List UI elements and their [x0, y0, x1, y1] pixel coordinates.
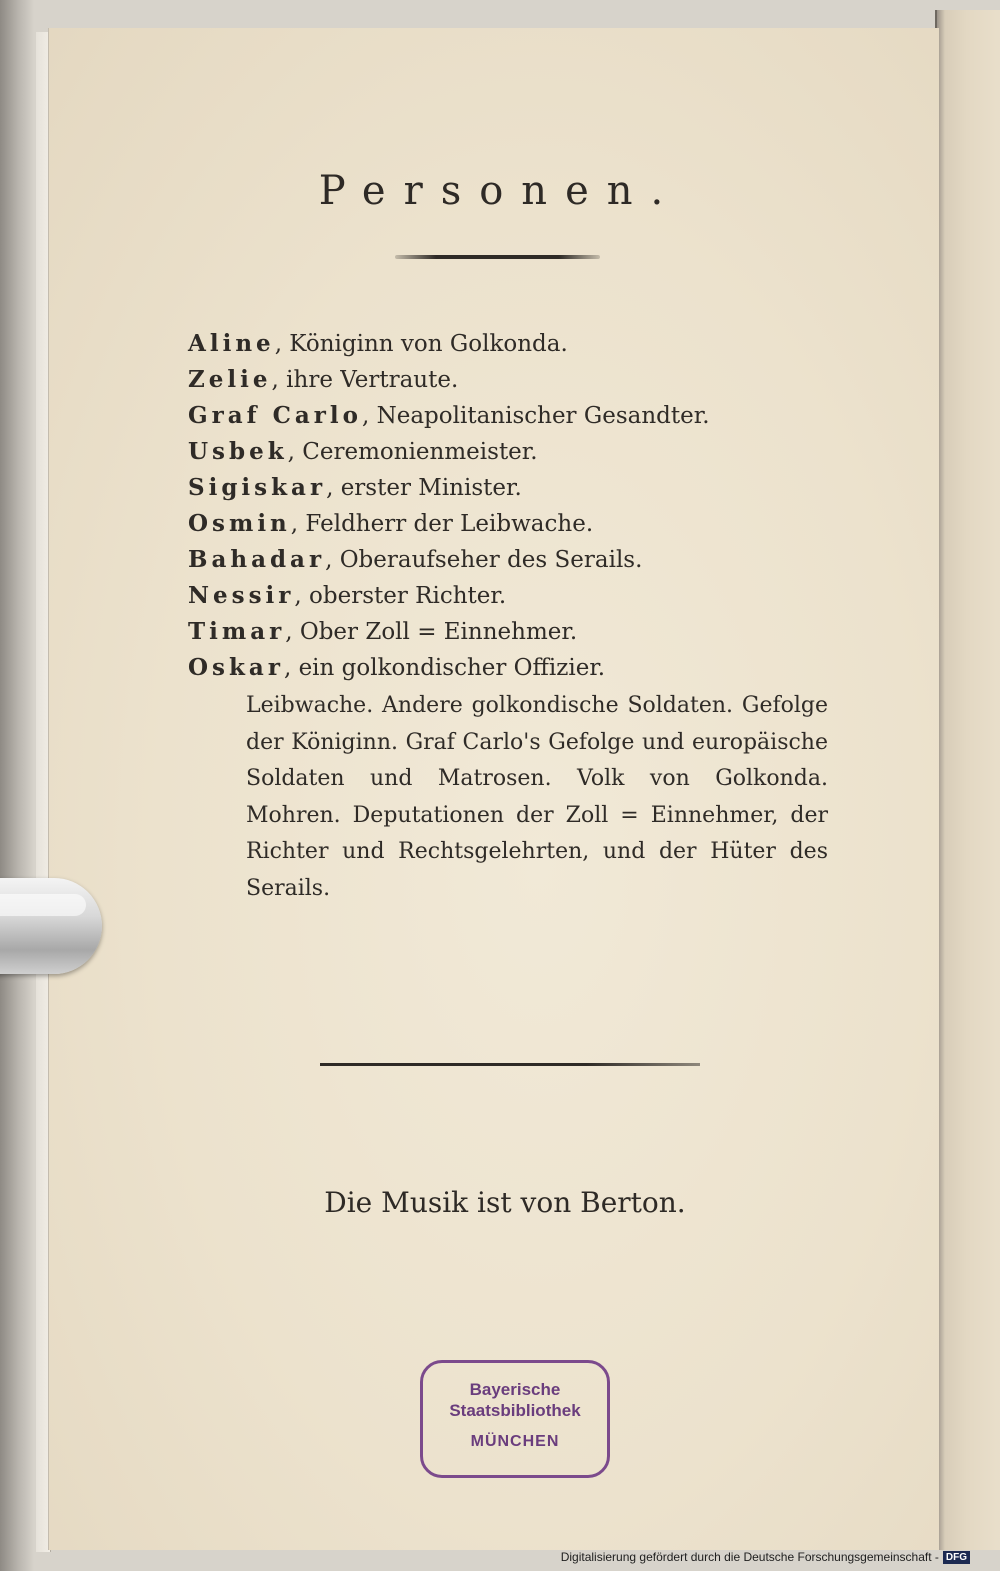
cast-name: Bahadar	[188, 546, 326, 573]
cast-name: Sigiskar	[188, 474, 327, 501]
stamp-line-2: Staatsbibliothek	[449, 1401, 581, 1420]
title-rule	[395, 255, 600, 259]
dfg-logo: DFG	[943, 1551, 970, 1564]
music-credit: Die Musik ist von Berton.	[324, 1186, 686, 1219]
cast-description: , Oberaufseher des Serails.	[325, 547, 643, 573]
cast-name: Timar	[188, 618, 286, 645]
cast-name: Aline	[188, 330, 275, 357]
cast-name: Graf Carlo	[188, 402, 362, 429]
cast-name: Usbek	[188, 438, 288, 465]
ensemble-text: Leibwache. Andere golkondische Soldaten. Gefolge der Königinn. Graf Carlo's Gefolge und europäische Soldaten und Matrosen. Volk von Golkonda. Mohren. Deputationen der Zoll = Einnehmer, der Richter und Rechtsgelehrten, und der Hüter des Serails.	[246, 693, 828, 901]
cast-description: , Ceremonienmeister.	[287, 439, 538, 465]
page-title: Personen.	[318, 168, 682, 214]
cast-entry	[188, 506, 838, 542]
cast-list	[188, 326, 838, 686]
cast-name: Zelie	[188, 366, 272, 393]
cast-entry	[188, 578, 838, 614]
section-rule	[320, 1063, 700, 1066]
cast-description: , Feldherr der Leibwache.	[290, 511, 594, 537]
cast-description: , ihre Vertraute.	[271, 367, 459, 393]
cast-entry	[188, 542, 838, 578]
cast-description: , oberster Richter.	[294, 583, 507, 609]
cast-description: , erster Minister.	[326, 475, 522, 501]
footer-text: Digitalisierung gefördert durch die Deutsche Forschungsgemeinschaft -	[560, 1550, 939, 1564]
cast-entry	[188, 362, 838, 398]
library-stamp	[420, 1360, 610, 1478]
cast-entry	[188, 650, 838, 686]
stamp-line-3: MÜNCHEN	[470, 1433, 560, 1450]
page-clip	[0, 878, 102, 974]
digitization-footer	[561, 1548, 970, 1566]
cast-name: Nessir	[188, 582, 295, 609]
stamp-line-1: Bayerische	[469, 1380, 561, 1399]
cast-name: Oskar	[188, 654, 284, 681]
cast-entry	[188, 470, 838, 506]
cast-description: , Neapolitanischer Gesandter.	[361, 403, 710, 429]
ensemble-paragraph	[188, 688, 828, 907]
cast-description: , Königinn von Golkonda.	[274, 331, 568, 357]
facing-page-edge	[935, 10, 1000, 1550]
cast-description: , ein golkondischer Offizier.	[283, 655, 606, 681]
cast-description: , Ober Zoll = Einnehmer.	[285, 619, 578, 645]
cast-entry	[188, 326, 838, 362]
cast-entry	[188, 614, 838, 650]
cast-name: Osmin	[188, 510, 291, 537]
cast-entry	[188, 434, 838, 470]
cast-entry	[188, 398, 838, 434]
